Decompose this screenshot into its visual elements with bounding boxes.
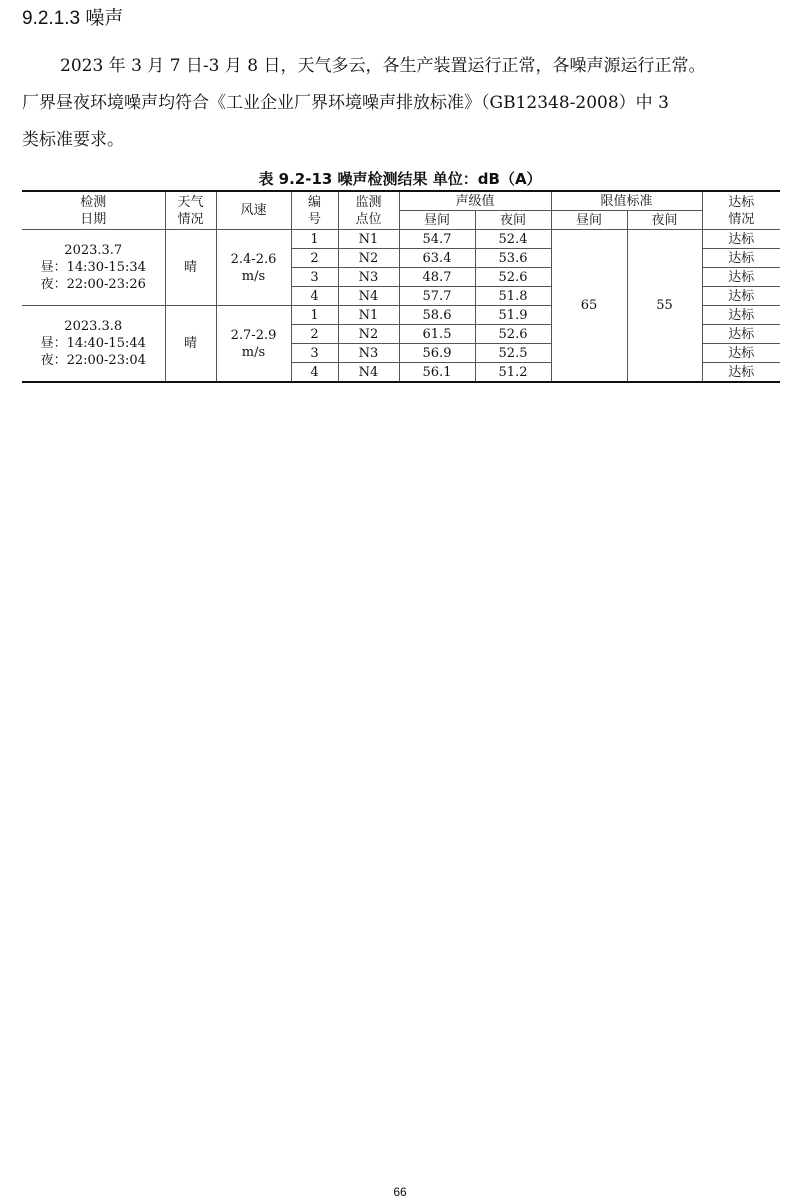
limit-night-cell: 55 (627, 230, 702, 383)
paragraph-line-2: 厂界昼夜环境噪声均符合《工业企业厂界环境噪声排放标准》（GB12348-2008）中 3 (22, 93, 669, 113)
page-number: 66 (393, 1185, 407, 1199)
header-weather: 天气 情况 (165, 191, 216, 230)
table-row (22, 230, 780, 249)
paragraph-line-3: 类标准要求。 (22, 130, 124, 150)
paragraph-line-1: 2023 年 3 月 7 日-3 月 8 日，天气多云，各生产装置运行正常，各噪声源运行正常。 (60, 56, 706, 76)
section-heading: 9.2.1.3 噪声 (22, 8, 124, 29)
level-day-cell: 56.1 (399, 363, 475, 383)
point-cell: N2 (338, 249, 399, 268)
weather-cell: 晴 (165, 230, 216, 306)
number-cell: 1 (291, 306, 338, 325)
level-night-cell: 52.6 (475, 268, 551, 287)
status-cell: 达标 (702, 363, 780, 383)
header-compliance: 达标 情况 (702, 191, 780, 230)
number-cell: 3 (291, 344, 338, 363)
date-cell: 2023.3.7 昼：14:30-15:34 夜：22:00-23:26 (22, 230, 165, 306)
status-cell: 达标 (702, 249, 780, 268)
level-day-cell: 57.7 (399, 287, 475, 306)
level-day-cell: 58.6 (399, 306, 475, 325)
level-night-cell: 52.6 (475, 325, 551, 344)
level-night-cell: 51.8 (475, 287, 551, 306)
point-cell: N1 (338, 306, 399, 325)
date-cell: 2023.3.8 昼：14:40-15:44 夜：22:00-23:04 (22, 306, 165, 383)
header-limit-night: 夜间 (627, 211, 702, 230)
level-night-cell: 51.9 (475, 306, 551, 325)
header-level-day: 昼间 (399, 211, 475, 230)
number-cell: 3 (291, 268, 338, 287)
wind-cell: 2.7-2.9 m/s (216, 306, 291, 383)
point-cell: N1 (338, 230, 399, 249)
level-night-cell: 51.2 (475, 363, 551, 383)
level-night-cell: 52.5 (475, 344, 551, 363)
status-cell: 达标 (702, 325, 780, 344)
level-day-cell: 54.7 (399, 230, 475, 249)
level-day-cell: 56.9 (399, 344, 475, 363)
level-day-cell: 63.4 (399, 249, 475, 268)
header-test-date: 检测 日期 (22, 191, 165, 230)
status-cell: 达标 (702, 344, 780, 363)
number-cell: 4 (291, 287, 338, 306)
level-day-cell: 48.7 (399, 268, 475, 287)
status-cell: 达标 (702, 287, 780, 306)
wind-cell: 2.4-2.6 m/s (216, 230, 291, 306)
point-cell: N3 (338, 344, 399, 363)
point-cell: N4 (338, 287, 399, 306)
point-cell: N4 (338, 363, 399, 383)
header-level-night: 夜间 (475, 211, 551, 230)
noise-results-table (22, 190, 780, 383)
header-sound-level: 声级值 (399, 191, 551, 211)
header-monitor-point: 监测 点位 (338, 191, 399, 230)
number-cell: 1 (291, 230, 338, 249)
status-cell: 达标 (702, 230, 780, 249)
number-cell: 2 (291, 249, 338, 268)
status-cell: 达标 (702, 306, 780, 325)
header-number: 编 号 (291, 191, 338, 230)
number-cell: 2 (291, 325, 338, 344)
status-cell: 达标 (702, 268, 780, 287)
point-cell: N2 (338, 325, 399, 344)
header-limit-standard: 限值标准 (551, 191, 702, 211)
table-caption: 表 9.2-13 噪声检测结果 单位：dB（A） (258, 170, 542, 188)
number-cell: 4 (291, 363, 338, 383)
limit-day-cell: 65 (551, 230, 627, 383)
level-night-cell: 52.4 (475, 230, 551, 249)
level-night-cell: 53.6 (475, 249, 551, 268)
header-limit-day: 昼间 (551, 211, 627, 230)
weather-cell: 晴 (165, 306, 216, 383)
header-wind-speed: 风速 (216, 191, 291, 230)
point-cell: N3 (338, 268, 399, 287)
level-day-cell: 61.5 (399, 325, 475, 344)
